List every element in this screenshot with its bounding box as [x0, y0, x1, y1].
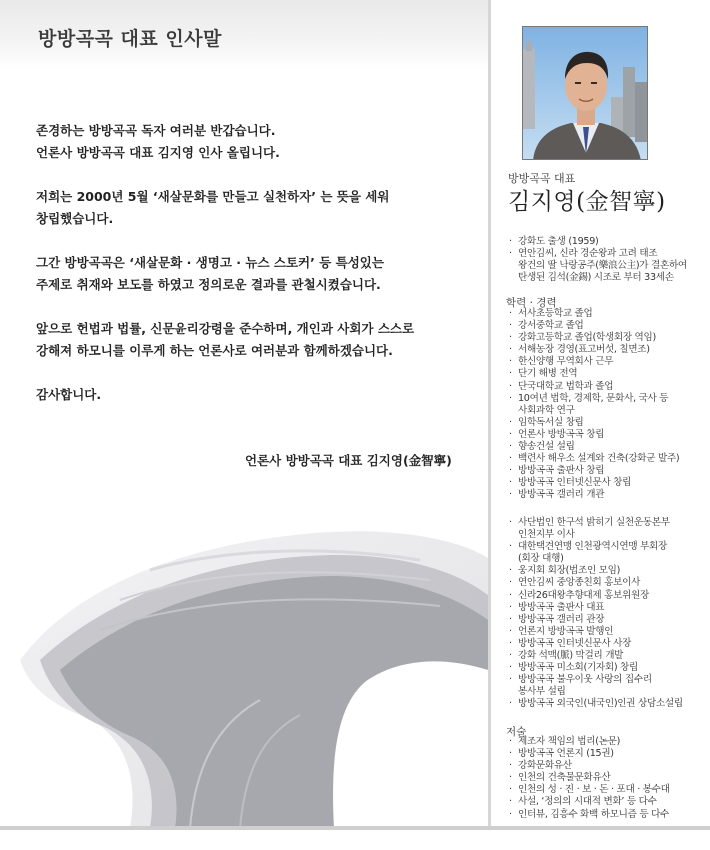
- greeting-line: 창립했습니다.: [36, 211, 114, 226]
- career-section-label: 학력 · 경력: [506, 297, 557, 309]
- greeting-line: 언론사 방방곡곡 대표 김지영 인사 올립니다.: [36, 145, 280, 160]
- greeting-line: 주제로 취재와 보도를 하였고 정의로운 결과를 관철시켰습니다.: [36, 277, 381, 292]
- list-item: · 대한택견연맹 인천광역시연맹 부회장: [506, 541, 683, 553]
- works-list: [506, 736, 670, 821]
- profile-name: 김지영(金智寧): [508, 189, 666, 215]
- list-item: 봉사부 설립: [518, 686, 566, 698]
- list-item: · 방방곡곡 갤러리 개관: [506, 489, 679, 501]
- list-item: · 향송건설 설립: [506, 441, 679, 453]
- list-item: · 연안김씨, 신라 경순왕과 고려 태조: [506, 248, 687, 260]
- list-item: · 인터뷰, 김흥수 화백 하모니즘 등 다수: [506, 809, 670, 821]
- greeting-line: 그간 방방곡곡은 ‘새살문화 · 생명고 · 뉴스 스토커’ 등 특성있는: [36, 255, 384, 270]
- brush-stroke-decoration: [0, 510, 490, 828]
- list-item: · 방방곡곡 미소회(기자회) 창립: [506, 662, 683, 674]
- greeting-line: 저희는 2000년 5월 ‘새살문화를 만들고 실천하자’ 는 뜻을 세워: [36, 189, 390, 204]
- list-item: · 사단법인 한구석 밝히기 실천운동본부: [506, 517, 683, 529]
- bio-list: [506, 236, 687, 284]
- list-item: · 인천의 건축물문화유산: [506, 772, 670, 784]
- list-item: · 강화 석맥(脈) 막걸리 개발: [506, 650, 683, 662]
- greeting-line: 감사합니다.: [36, 387, 102, 402]
- list-item: · 강화도 출생 (1959): [506, 236, 687, 248]
- list-item: 인천지부 이사: [518, 529, 575, 541]
- career-list: [506, 308, 679, 502]
- greeting-line: 존경하는 방방곡곡 독자 여러분 반갑습니다.: [36, 123, 276, 138]
- list-item: 사회과학 연구: [518, 404, 575, 416]
- list-item: · 방방곡곡 갤러리 관장: [506, 614, 683, 626]
- list-item: · 사설, ‘정의의 시대적 변화’ 등 다수: [506, 796, 670, 808]
- greeting-paragraph: [36, 384, 476, 406]
- list-item: 왕건의 딸 낙랑공주(樂浪公主)가 결혼하여: [518, 260, 687, 272]
- list-item: · 방방곡곡 인터넷신문사 사장: [506, 638, 683, 650]
- list-item: · 언론지 방방곡곡 발행인: [506, 626, 683, 638]
- signature: 언론사 방방곡곡 대표 김지영(金智寧): [245, 453, 452, 468]
- list-item: · 웅지회 회장(법조인 모임): [506, 565, 683, 577]
- career-list-activities: [506, 517, 683, 711]
- list-item: · 제조자 책임의 법리(논문): [506, 736, 670, 748]
- works-section-label: 저술: [506, 726, 527, 738]
- list-item: · 강화문화유산: [506, 760, 670, 772]
- greeting-paragraph: [36, 318, 476, 362]
- greeting-paragraph: [36, 186, 476, 230]
- greeting-message: [36, 120, 476, 428]
- list-item: · 신라26대왕추향대제 홍보위원장: [506, 590, 683, 602]
- list-item: · 임학독서실 창립: [506, 417, 679, 429]
- list-item: · 단기 해병 전역: [506, 368, 679, 380]
- column-divider: [488, 0, 491, 828]
- list-item: · 방방곡곡 언론지 (15권): [506, 748, 670, 760]
- page-title: 방방곡곡 대표 인사말: [38, 28, 222, 50]
- list-item: · 백련사 해우소 설계와 건축(강화군 발주): [506, 453, 679, 465]
- list-item: · 강서중학교 졸업: [506, 320, 679, 332]
- list-item: · 방방곡곡 출판사 창립: [506, 465, 679, 477]
- greeting-line: 강해져 하모니를 이루게 하는 언론사로 여러분과 함께하겠습니다.: [36, 343, 393, 358]
- list-item: 탄생된 김석(金錫) 시조로 부터 33세손: [518, 272, 674, 284]
- profile-photo: [522, 26, 648, 160]
- list-item: · 방방곡곡 불우이웃 사랑의 집수리: [506, 674, 683, 686]
- list-item: · 단국대학교 법학과 졸업: [506, 381, 679, 393]
- list-item: · 인천의 성 · 진 · 보 · 돈 · 포대 · 봉수대: [506, 784, 670, 796]
- list-item: · 언론사 방방곡곡 창립: [506, 429, 679, 441]
- greeting-line: 앞으로 헌법과 법률, 신문윤리강령을 준수하며, 개인과 사회가 스스로: [36, 321, 415, 336]
- list-item: · 서해농장 경영(표고버섯, 칠면조): [506, 344, 679, 356]
- profile-title: 방방곡곡 대표: [508, 172, 576, 185]
- greeting-paragraph: [36, 120, 476, 164]
- list-item: · 한신양행 무역회사 근무: [506, 356, 679, 368]
- list-item: · 방방곡곡 출판사 대표: [506, 602, 683, 614]
- list-item: · 방방곡곡 인터넷신문사 창립: [506, 477, 679, 489]
- list-item: · 강화고등학교 졸업(학생회장 역임): [506, 332, 679, 344]
- profile-panel: [494, 0, 710, 826]
- list-item: (회장 대행): [518, 553, 564, 565]
- list-item: · 방방곡곡 외국인(내국인)인권 상담소설립: [506, 698, 683, 710]
- list-item: · 서사초등학교 졸업: [506, 308, 679, 320]
- list-item: · 10여년 법학, 경제학, 문화사, 국사 등: [506, 393, 679, 405]
- greeting-paragraph: [36, 252, 476, 296]
- list-item: · 연안김씨 중앙종친회 홍보이사: [506, 577, 683, 589]
- bottom-border: [0, 826, 710, 830]
